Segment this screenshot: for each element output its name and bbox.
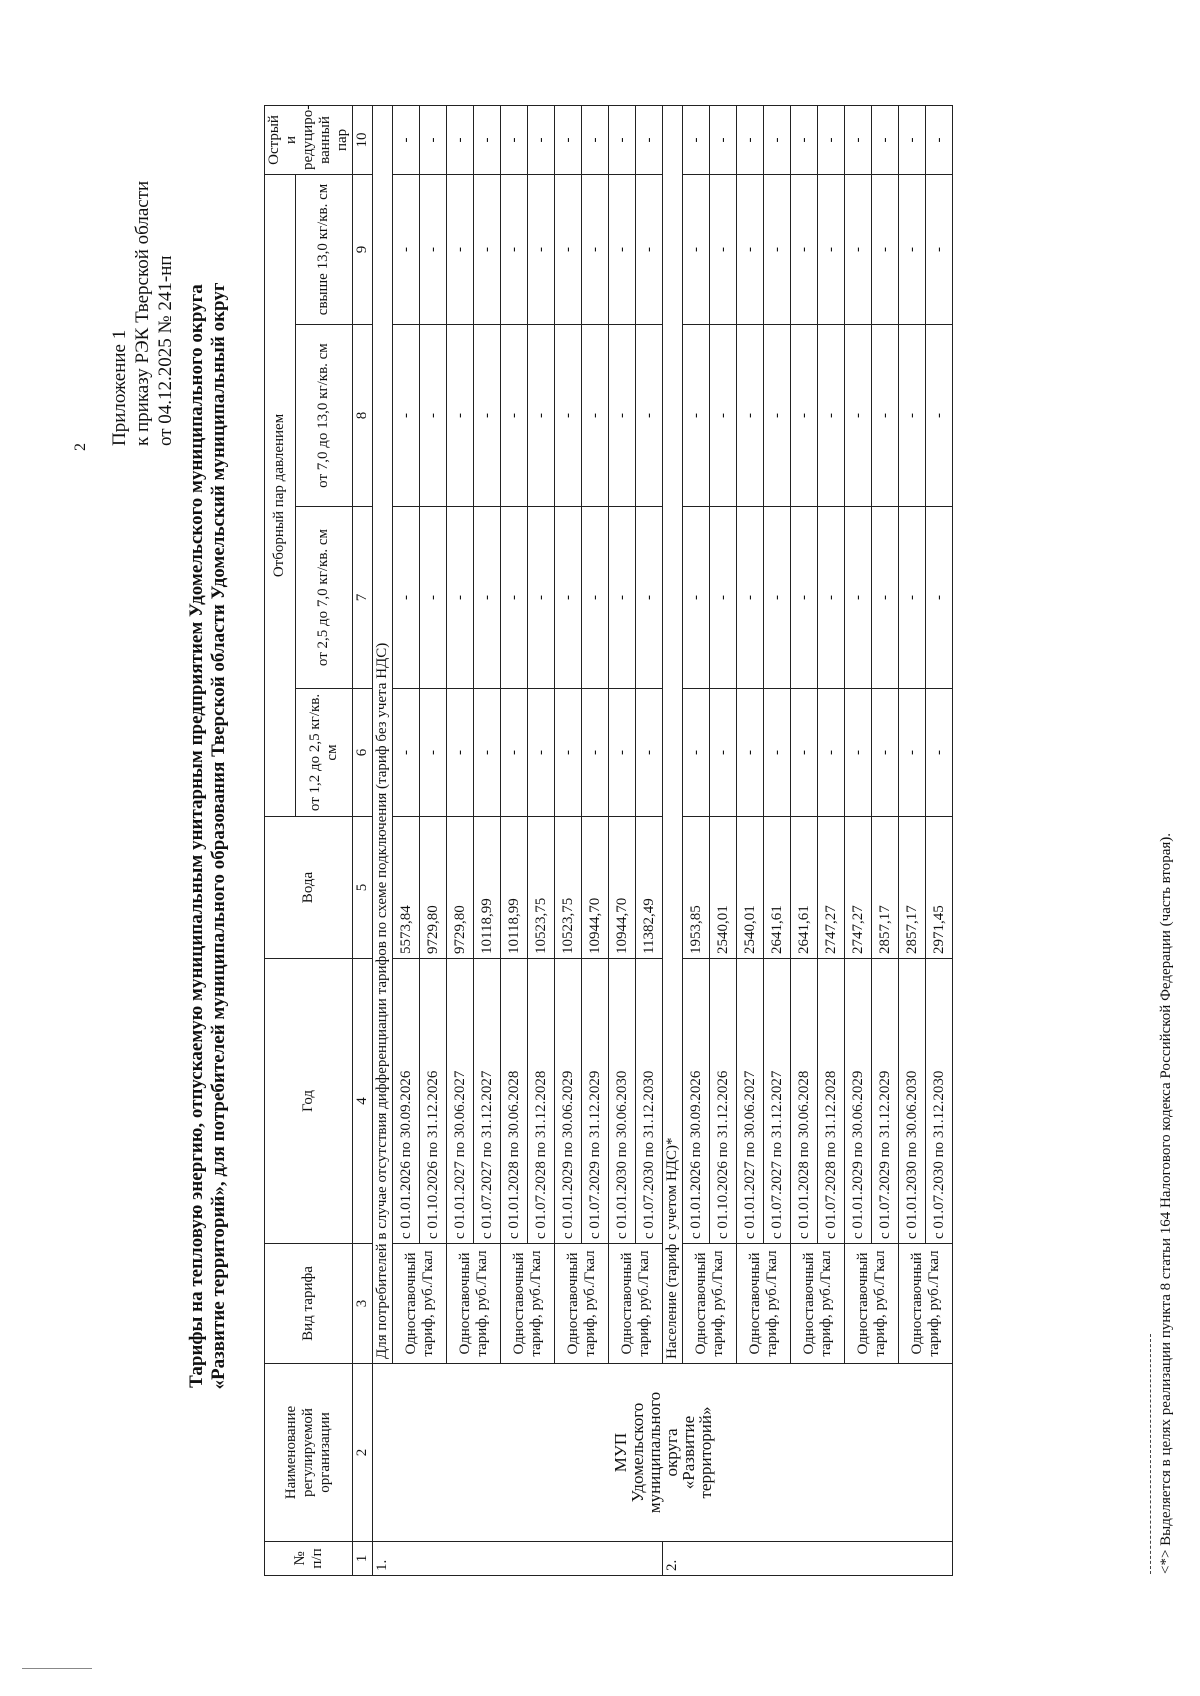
col-number-6: 6 [353,689,373,817]
section-number: 1. [373,1542,663,1576]
dash-cell-p2: - [393,507,420,689]
tariff-period: с 01.01.2027 по 30.06.2027 [737,959,764,1244]
dash-cell-p4: - [872,174,899,324]
dash-cell-p4: - [501,174,528,324]
water-tariff-value: 9729,80 [420,817,447,959]
header-water: Вода [265,817,353,959]
dash-cell-p2: - [609,507,636,689]
dash-cell-p1: - [845,689,872,817]
dash-cell-p3: - [926,325,953,507]
table-row [899,105,926,1575]
section-number: 2. [663,1542,953,1576]
dash-cell-p1: - [872,689,899,817]
water-tariff-value: 10944,70 [582,817,609,959]
dash-cell-p2: - [474,507,501,689]
table-row [845,105,872,1575]
dash-cell-p2: - [818,507,845,689]
dash-cell-sharp: - [791,105,818,174]
table-row [393,105,420,1575]
organization-name-line-1: МУП [610,1432,630,1473]
section-row [373,105,393,1575]
dash-cell-p4: - [609,174,636,324]
organization-name-line-2: Удомельского [627,1402,647,1503]
header-org: Наименование регулируемой организации [265,1364,353,1542]
organization-name-line-4: «Развитие территорий» [678,1406,715,1499]
dash-cell-p2: - [710,507,737,689]
dash-cell-p4: - [899,174,926,324]
dash-cell-sharp: - [474,105,501,174]
water-tariff-value: 11382,49 [636,817,663,959]
title-line-1: Тарифы на тепловую энергию, отпускаемую муниципальным унитарным предприятием Удомельского муниципального округа [186,284,207,1388]
dash-cell-p1: - [899,689,926,817]
tariff-period: с 01.07.2029 по 31.12.2029 [582,959,609,1244]
dash-cell-p2: - [683,507,710,689]
dash-cell-p3: - [582,325,609,507]
water-tariff-value: 2747,27 [818,817,845,959]
dash-cell-sharp: - [582,105,609,174]
dash-cell-p2: - [845,507,872,689]
dash-cell-p3: - [447,325,474,507]
dash-cell-p1: - [528,689,555,817]
dash-cell-p1: - [420,689,447,817]
water-tariff-value: 2540,01 [737,817,764,959]
dash-cell-p2: - [501,507,528,689]
dash-cell-sharp: - [899,105,926,174]
appendix-block [108,181,177,446]
dash-cell-p3: - [393,325,420,507]
header-pressure-4: свыше 13,0 кг/кв. см [295,174,352,324]
tariff-period: с 01.10.2026 по 31.12.2026 [420,959,447,1244]
header-pressure-2: от 2,5 до 7,0 кг/кв. см [295,507,352,689]
dash-cell-sharp: - [609,105,636,174]
water-tariff-value: 2971,45 [926,817,953,959]
dash-cell-p4: - [420,174,447,324]
footnote-separator [1150,1334,1151,1574]
dash-cell-p1: - [474,689,501,817]
appendix-line-1: Приложение 1 [109,329,130,446]
tariff-type: Одноставочный тариф, руб./Гкал [899,1244,953,1364]
dash-cell-p3: - [872,325,899,507]
dash-cell-p3: - [737,325,764,507]
tariff-period: с 01.01.2029 по 30.06.2029 [555,959,582,1244]
dash-cell-p4: - [683,174,710,324]
dash-cell-p4: - [555,174,582,324]
water-tariff-value: 10523,75 [528,817,555,959]
tariff-type: Одноставочный тариф, руб./Гкал [555,1244,609,1364]
header-type: Вид тарифа [265,1244,353,1364]
tariff-type: Одноставочный тариф, руб./Гкал [609,1244,663,1364]
header-sharp-steam: Острый и редуциро-ванный пар [265,105,353,174]
dash-cell-p4: - [582,174,609,324]
water-tariff-value: 10118,99 [474,817,501,959]
dash-cell-sharp: - [555,105,582,174]
dash-cell-sharp: - [393,105,420,174]
col-number-9: 9 [353,174,373,324]
footnote: <*> Выделяется в целях реализации пункта 8 статьи 164 Налогового кодекса Российской Федерации (часть вторая). [1158,832,1174,1574]
tariff-period: с 01.01.2026 по 30.09.2026 [393,959,420,1244]
tariff-period: с 01.01.2026 по 30.09.2026 [683,959,710,1244]
water-tariff-value: 5573,84 [393,817,420,959]
header-pressure-1: от 1,2 до 2,5 кг/кв. см [295,689,352,817]
dash-cell-p1: - [501,689,528,817]
table-row [609,105,636,1575]
dash-cell-p2: - [899,507,926,689]
tariff-period: с 01.10.2026 по 31.12.2026 [710,959,737,1244]
dash-cell-p3: - [528,325,555,507]
tariff-period: с 01.01.2030 по 30.06.2030 [609,959,636,1244]
dash-cell-p4: - [474,174,501,324]
column-number-row [353,105,373,1575]
dash-cell-p4: - [710,174,737,324]
dash-cell-p3: - [818,325,845,507]
dash-cell-p3: - [683,325,710,507]
dash-cell-p1: - [926,689,953,817]
dash-cell-sharp: - [501,105,528,174]
table-row [791,105,818,1575]
water-tariff-value: 1953,85 [683,817,710,959]
page-number: 2 [72,443,89,451]
dash-cell-p1: - [393,689,420,817]
tariff-period: с 01.07.2029 по 31.12.2029 [872,959,899,1244]
tariff-period: с 01.07.2028 по 31.12.2028 [528,959,555,1244]
dash-cell-p4: - [845,174,872,324]
tariff-table [264,105,953,1576]
water-tariff-value: 2641,61 [791,817,818,959]
dash-cell-p1: - [683,689,710,817]
col-number-5: 5 [353,817,373,959]
tariff-period: с 01.07.2028 по 31.12.2028 [818,959,845,1244]
dash-cell-p4: - [393,174,420,324]
document-title [186,116,230,1556]
dash-cell-p3: - [555,325,582,507]
dash-cell-sharp: - [737,105,764,174]
dash-cell-sharp: - [764,105,791,174]
dash-cell-p4: - [447,174,474,324]
tariff-period: с 01.07.2030 по 31.12.2030 [926,959,953,1244]
organization-name [373,1364,953,1542]
title-line-2: «Развитие территорий», для потребителей муниципального образования Тверской области Удомельский муниципальный округ [208,282,229,1390]
tariff-type: Одноставочный тариф, руб./Гкал [393,1244,447,1364]
section-title: Население (тариф с учетом НДС)* [663,105,683,1363]
dash-cell-p2: - [582,507,609,689]
water-tariff-value: 2747,27 [845,817,872,959]
dash-cell-p1: - [582,689,609,817]
col-number-7: 7 [353,507,373,689]
water-tariff-value: 10118,99 [501,817,528,959]
dash-cell-sharp: - [636,105,663,174]
dash-cell-p1: - [764,689,791,817]
tariff-type: Одноставочный тариф, руб./Гкал [737,1244,791,1364]
table-row [555,105,582,1575]
appendix-line-3: от 04.12.2025 № 241-нп [155,255,176,446]
dash-cell-p3: - [420,325,447,507]
dash-cell-p2: - [420,507,447,689]
header-steam: Отборный пар давлением [265,174,296,816]
dash-cell-p1: - [791,689,818,817]
dash-cell-p4: - [818,174,845,324]
dash-cell-p2: - [737,507,764,689]
dash-cell-p3: - [845,325,872,507]
dash-cell-p3: - [501,325,528,507]
dash-cell-sharp: - [872,105,899,174]
dash-cell-sharp: - [420,105,447,174]
tariff-type: Одноставочный тариф, руб./Гкал [845,1244,899,1364]
dash-cell-p3: - [609,325,636,507]
col-number-8: 8 [353,325,373,507]
dash-cell-p2: - [926,507,953,689]
tariff-period: с 01.01.2030 по 30.06.2030 [899,959,926,1244]
water-tariff-value: 9729,80 [447,817,474,959]
dash-cell-p3: - [899,325,926,507]
dash-cell-p1: - [447,689,474,817]
col-number-1: 1 [353,1542,373,1576]
col-number-10: 10 [353,105,373,174]
dash-cell-sharp: - [683,105,710,174]
dash-cell-sharp: - [710,105,737,174]
water-tariff-value: 10944,70 [609,817,636,959]
table-row [737,105,764,1575]
tariff-period: с 01.01.2027 по 30.06.2027 [447,959,474,1244]
dash-cell-sharp: - [845,105,872,174]
tariff-period: с 01.07.2027 по 31.12.2027 [474,959,501,1244]
dash-cell-p4: - [636,174,663,324]
dash-cell-sharp: - [447,105,474,174]
dash-cell-sharp: - [926,105,953,174]
tariff-type: Одноставочный тариф, руб./Гкал [447,1244,501,1364]
dash-cell-p3: - [474,325,501,507]
dash-cell-p2: - [791,507,818,689]
dash-cell-p4: - [926,174,953,324]
section-title: Для потребителей в случае отсутствия дифференциации тарифов по схеме подключения (тариф без учета НДС) [373,105,393,1363]
water-tariff-value: 2641,61 [764,817,791,959]
col-number-2: 2 [353,1364,373,1542]
dash-cell-p3: - [636,325,663,507]
section-row [663,105,683,1575]
table-row [683,105,710,1575]
tariff-period: с 01.01.2029 по 30.06.2029 [845,959,872,1244]
dash-cell-p1: - [555,689,582,817]
dash-cell-sharp: - [818,105,845,174]
tariff-period: с 01.01.2028 по 30.06.2028 [501,959,528,1244]
water-tariff-value: 2540,01 [710,817,737,959]
dash-cell-p4: - [528,174,555,324]
water-tariff-value: 2857,17 [872,817,899,959]
tariff-type: Одноставочный тариф, руб./Гкал [501,1244,555,1364]
water-tariff-value: 10523,75 [555,817,582,959]
dash-cell-p2: - [555,507,582,689]
header-year: Год [265,959,353,1244]
dash-cell-p3: - [764,325,791,507]
tariff-type: Одноставочный тариф, руб./Гкал [791,1244,845,1364]
dash-cell-p2: - [872,507,899,689]
col-number-4: 4 [353,959,373,1244]
dash-cell-p1: - [710,689,737,817]
dash-cell-p1: - [737,689,764,817]
dash-cell-p4: - [764,174,791,324]
tariff-period: с 01.07.2030 по 31.12.2030 [636,959,663,1244]
dash-cell-p3: - [791,325,818,507]
table-row [447,105,474,1575]
water-tariff-value: 2857,17 [899,817,926,959]
table-row [501,105,528,1575]
dash-cell-p2: - [447,507,474,689]
dash-cell-p3: - [710,325,737,507]
appendix-line-2: к приказу РЭК Тверской области [132,180,153,446]
dash-cell-p4: - [737,174,764,324]
header-pressure-3: от 7,0 до 13,0 кг/кв. см [295,325,352,507]
tariff-period: с 01.07.2027 по 31.12.2027 [764,959,791,1244]
dash-cell-p1: - [609,689,636,817]
col-number-3: 3 [353,1244,373,1364]
header-num: № п/п [265,1542,353,1576]
dash-cell-p2: - [528,507,555,689]
dash-cell-p2: - [636,507,663,689]
tariff-type: Одноставочный тариф, руб./Гкал [683,1244,737,1364]
dash-cell-p4: - [791,174,818,324]
tariff-period: с 01.01.2028 по 30.06.2028 [791,959,818,1244]
dash-cell-p1: - [636,689,663,817]
dash-cell-p2: - [764,507,791,689]
organization-name-line-3: муниципального округа [644,1391,681,1514]
dash-cell-sharp: - [528,105,555,174]
dash-cell-p1: - [818,689,845,817]
